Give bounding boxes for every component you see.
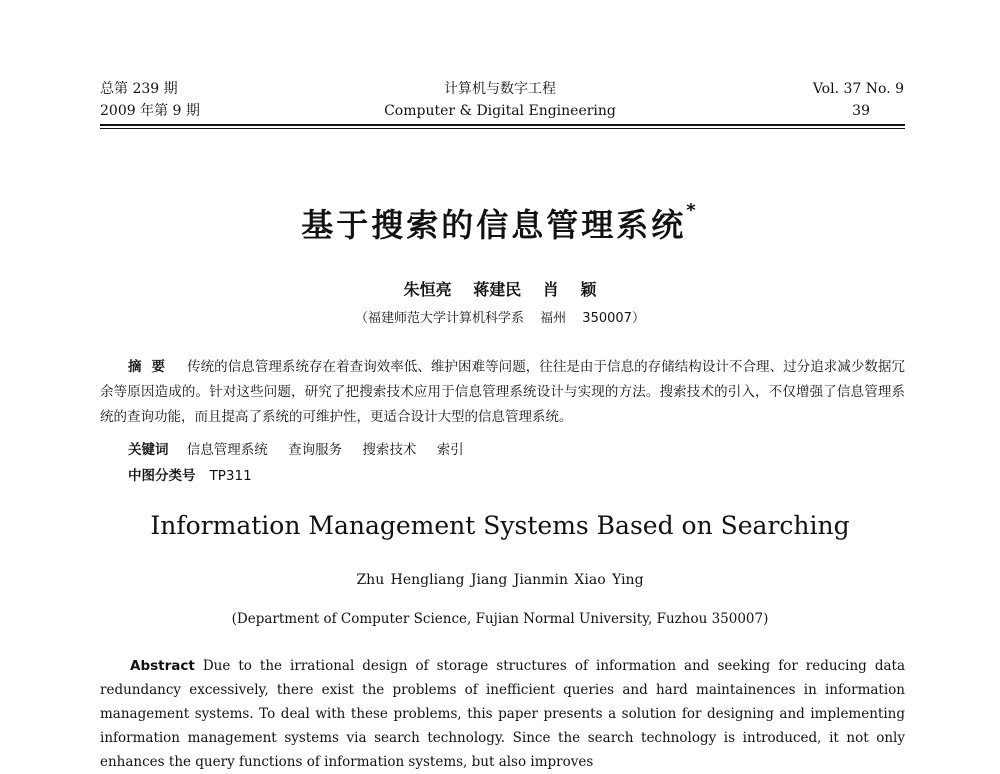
paper-title-en: Information Management Systems Based on Searching	[150, 511, 850, 540]
keywords-cn-label: 关键词	[128, 442, 169, 458]
abstract-en-label: Abstract	[130, 658, 195, 674]
keyword-cn: 查询服务	[288, 442, 343, 458]
authors-cn	[0, 277, 1000, 300]
keyword-cn: 索引	[436, 442, 464, 458]
title-cn-text: 基于搜索的信息管理系统	[301, 206, 687, 244]
abstract-en-text: Due to the irrational design of storage structures of information and seeking for reducing data redundancy excessively, there exist the problems of inefficient queries and hard maintainences in information management systems. To deal with these problems, this paper presents a solution for designing and implementing information management systems via search technology. Since the search technology is introduced, it not only enhances the query functions of information systems, but also improves	[100, 658, 905, 770]
header-rule-thick	[100, 124, 905, 126]
journal-title-cn: 计算机与数字工程	[444, 81, 556, 97]
clc-label: 中图分类号	[128, 468, 196, 484]
page-number: 39	[852, 103, 870, 119]
keyword-cn: 搜索技术	[362, 442, 417, 458]
affiliation-cn: （福建师范大学计算机科学系 福州 350007）	[355, 311, 645, 326]
author-cn: 朱恒亮	[403, 280, 452, 299]
abstract-en	[100, 654, 905, 774]
author-cn: 肖 颖	[542, 280, 597, 299]
issue-total: 总第 239 期	[100, 81, 178, 97]
author-cn: 蒋建民	[473, 280, 522, 299]
affiliation-en: (Department of Computer Science, Fujian Normal University, Fuzhou 350007)	[231, 611, 769, 627]
abstract-cn-text: 传统的信息管理系统存在着查询效率低、维护困难等问题，往往是由于信息的存储结构设计不合理、过分追求减少数据冗余等原因造成的。针对这些问题，研究了把搜索技术应用于信息管理系统设计与实现的方法。搜索技术的引入，不仅增强了信息管理系统的查询功能，而且提高了系统的可维护性，更适合设计大型的信息管理系统。	[100, 359, 905, 425]
keyword-cn: 信息管理系统	[186, 442, 268, 458]
issue-year: 2009 年第 9 期	[100, 103, 200, 119]
abstract-cn	[100, 355, 905, 430]
title-footnote-mark: *	[686, 200, 699, 221]
keywords-cn	[128, 438, 480, 458]
abstract-cn-label: 摘要	[128, 359, 176, 375]
journal-title-en: Computer & Digital Engineering	[384, 103, 616, 119]
volume-number: Vol. 37 No. 9	[812, 81, 904, 97]
classification-number	[128, 464, 252, 484]
header-rule-thin	[100, 128, 905, 129]
authors-en: Zhu Hengliang Jiang Jianmin Xiao Ying	[356, 572, 644, 588]
clc-value: TP311	[209, 468, 252, 484]
paper-title-cn	[0, 200, 1000, 246]
